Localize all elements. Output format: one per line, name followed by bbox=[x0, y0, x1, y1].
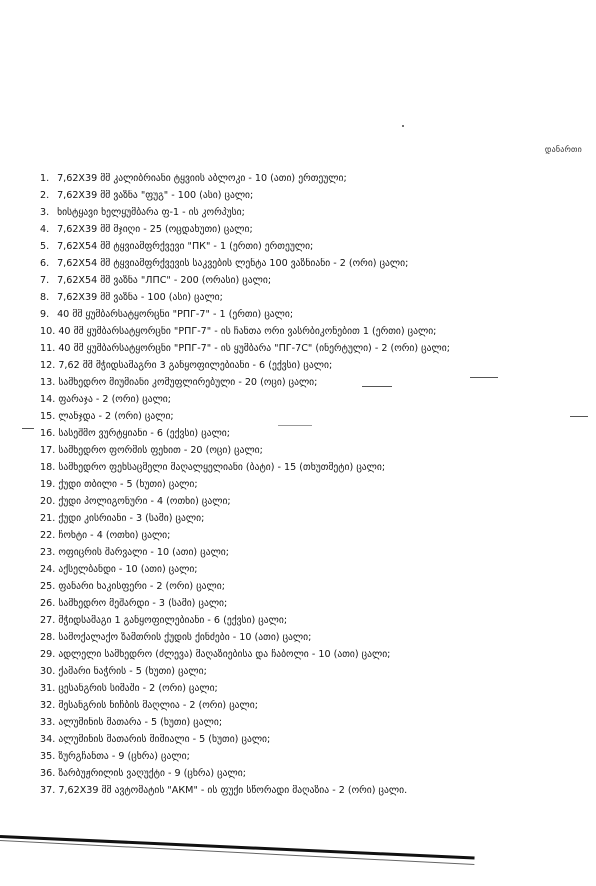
item-number: 19. bbox=[40, 479, 56, 490]
item-number: 23. bbox=[40, 547, 56, 558]
item-text: სამხედრო ფორმის ფეხით - 20 (ოცი) ცალი; bbox=[58, 445, 263, 456]
list-item bbox=[40, 255, 580, 272]
list-item bbox=[40, 340, 580, 357]
item-text: ლანჯდა - 2 (ორი) ცალი; bbox=[58, 411, 174, 422]
item-text: აქსელბანდი - 10 (ათი) ცალი; bbox=[58, 564, 198, 575]
list-item bbox=[40, 493, 580, 510]
list-item bbox=[40, 544, 580, 561]
list-item bbox=[40, 646, 580, 663]
item-text: 7,62X39 მმ მჯიღი - 25 (ოცდახუთი) ცალი; bbox=[57, 224, 253, 235]
list-item bbox=[40, 170, 580, 187]
item-number: 36. bbox=[40, 768, 56, 779]
list-item bbox=[40, 714, 580, 731]
item-text: 40 მმ ყუმბარსატყორცნი "РПГ-7" - 1 (ერთი) ცალი; bbox=[57, 309, 294, 320]
list-item bbox=[40, 697, 580, 714]
list-item bbox=[40, 476, 580, 493]
scan-edge-line bbox=[0, 835, 475, 860]
list-item bbox=[40, 442, 580, 459]
item-text: მჭიდსამაგი 1 განყოფილებიანი - 6 (ექვსი) ცალი; bbox=[58, 615, 288, 626]
item-number: 27. bbox=[40, 615, 56, 626]
scan-speck bbox=[402, 125, 404, 127]
item-text: ადლელი სამხედრო (ძლევა) მაღაზიებისა და ჩაბოლი - 10 (ათი) ცალი; bbox=[58, 649, 391, 660]
item-text: ფანარი ხაკისფერი - 2 (ორი) ცალი; bbox=[58, 581, 225, 592]
item-text: ქუდი პოლიგონური - 4 (ოთხი) ცალი; bbox=[58, 496, 231, 507]
list-item bbox=[40, 204, 580, 221]
item-text: ოფიცრის შარვალი - 10 (ათი) ცალი; bbox=[58, 547, 229, 558]
scan-dash bbox=[470, 377, 498, 378]
inventory-list bbox=[40, 170, 580, 799]
item-text: სამხედრო მიუმიანი კომუფლირებული - 20 (ოცი) ცალი; bbox=[58, 377, 318, 388]
list-item bbox=[40, 238, 580, 255]
list-item bbox=[40, 561, 580, 578]
item-number: 10. bbox=[40, 326, 56, 337]
item-number: 7. bbox=[40, 275, 50, 286]
item-text: სასეშმო ვურტყიანი - 6 (ექვსი) ცალი; bbox=[58, 428, 230, 439]
list-item bbox=[40, 731, 580, 748]
list-item bbox=[40, 357, 580, 374]
item-text: 7,62X54 მმ ვაზნა "ЛПС" - 200 (ორასი) ცალი; bbox=[57, 275, 272, 286]
item-number: 4. bbox=[40, 224, 50, 235]
list-item bbox=[40, 272, 580, 289]
item-number: 2. bbox=[40, 190, 50, 201]
item-number: 34. bbox=[40, 734, 56, 745]
list-item bbox=[40, 408, 580, 425]
list-item bbox=[40, 782, 580, 799]
item-number: 9. bbox=[40, 309, 50, 320]
item-text: ქუდი კისრიანი - 3 (სამი) ცალი; bbox=[58, 513, 205, 524]
item-text: 7,62X39 მმ ვაზნა "ფუგ" - 100 (ასი) ცალი; bbox=[57, 190, 254, 201]
item-text: ხისტყავი ხელყუმბარა ფ-1 - ის კორპუსი; bbox=[57, 207, 245, 218]
item-text: 7,62X54 მმ ტყვიამფრქვევის საკვების ლენტა 100 ვაზნიანი - 2 (ორი) ცალი; bbox=[57, 258, 409, 269]
list-item bbox=[40, 578, 580, 595]
item-number: 6. bbox=[40, 258, 50, 269]
list-item bbox=[40, 595, 580, 612]
item-text: ზურგჩანთა - 9 (ცხრა) ცალი; bbox=[58, 751, 190, 762]
item-number: 18. bbox=[40, 462, 56, 473]
list-item bbox=[40, 323, 580, 340]
item-number: 3. bbox=[40, 207, 50, 218]
item-text: ფარაჯა - 2 (ორი) ცალი; bbox=[58, 394, 172, 405]
item-text: ზარბუჟრილის ვაღუქტი - 9 (ცხრა) ცალი; bbox=[58, 768, 246, 779]
list-item bbox=[40, 527, 580, 544]
item-text: მესანგრის ნიჩბის მაღლია - 2 (ორი) ცალი; bbox=[58, 700, 258, 711]
list-item bbox=[40, 629, 580, 646]
list-item bbox=[40, 187, 580, 204]
item-number: 28. bbox=[40, 632, 56, 643]
item-number: 30. bbox=[40, 666, 56, 677]
item-number: 11. bbox=[40, 343, 56, 354]
list-item bbox=[40, 391, 580, 408]
item-number: 5. bbox=[40, 241, 50, 252]
item-number: 25. bbox=[40, 581, 56, 592]
item-number: 20. bbox=[40, 496, 56, 507]
item-number: 22. bbox=[40, 530, 56, 541]
item-text: სამოქალაქო ზამთრის ქუდის ქინძები - 10 (ათი) ცალი; bbox=[58, 632, 312, 643]
item-text: 7,62X39 მმ ვაზნა - 100 (ასი) ცალი; bbox=[57, 292, 223, 303]
item-text: 7,62 მმ მჭიდსამაგრი 3 განყოფილებიანი - 6 (ექვსი) ცალი; bbox=[58, 360, 333, 371]
list-item bbox=[40, 765, 580, 782]
item-number: 14. bbox=[40, 394, 56, 405]
item-text: ცესანგრის სიმაში - 2 (ორი) ცალი; bbox=[58, 683, 218, 694]
item-number: 26. bbox=[40, 598, 56, 609]
item-number: 31. bbox=[40, 683, 56, 694]
list-item bbox=[40, 612, 580, 629]
list-item bbox=[40, 374, 580, 391]
item-text: 7,62X39 მმ ავტომატის "АКМ" - ის ფუქი სწორადი მაღაზია - 2 (ორი) ცალი. bbox=[58, 785, 408, 796]
item-text: ჩოხტი - 4 (ოთხი) ცალი; bbox=[58, 530, 171, 541]
scan-dash bbox=[362, 386, 392, 387]
item-text: 40 მმ ყუმბარსატყორცნი "РПГ-7" - ის ჩანთა ორი ვასრბიკონებით 1 (ერთი) ცალი; bbox=[58, 326, 437, 337]
item-number: 29. bbox=[40, 649, 56, 660]
item-text: სამხედრო მეშარდი - 3 (სამი) ცალი; bbox=[58, 598, 228, 609]
list-item bbox=[40, 680, 580, 697]
item-text: სამხედრო ფეხსაცმელი მაღალყელიანი (ბატი) - 15 (თხუთმეტი) ცალი; bbox=[58, 462, 386, 473]
appendix-label: დანართი bbox=[544, 145, 582, 154]
item-number: 17. bbox=[40, 445, 56, 456]
item-number: 1. bbox=[40, 173, 50, 184]
item-number: 13. bbox=[40, 377, 56, 388]
item-number: 24. bbox=[40, 564, 56, 575]
scan-dash bbox=[22, 428, 34, 429]
item-number: 12. bbox=[40, 360, 56, 371]
item-text: ქამარი ნაჭრის - 5 (ხუთი) ცალი; bbox=[58, 666, 207, 677]
item-text: 7,62X54 მმ ტყვიამფრქვევი "ПК" - 1 (ერთი) ერთეული; bbox=[57, 241, 314, 252]
item-text: ალუმინის მათარა - 5 (ხუთი) ცალი; bbox=[58, 717, 223, 728]
item-number: 16. bbox=[40, 428, 56, 439]
scan-dash bbox=[570, 416, 588, 417]
item-text: 7,62X39 მმ კალიბრიანი ტყვიის აბლოკი - 10 (ათი) ერთეული; bbox=[57, 173, 347, 184]
list-item bbox=[40, 748, 580, 765]
item-number: 21. bbox=[40, 513, 56, 524]
list-item bbox=[40, 510, 580, 527]
list-item bbox=[40, 289, 580, 306]
list-item bbox=[40, 663, 580, 680]
item-text: ალუმინის მათარის მიმიალი - 5 (ხუთი) ცალი; bbox=[58, 734, 271, 745]
list-item bbox=[40, 425, 580, 442]
item-number: 32. bbox=[40, 700, 56, 711]
item-number: 15. bbox=[40, 411, 56, 422]
item-text: ქუდი თბილი - 5 (ხუთი) ცალი; bbox=[58, 479, 198, 490]
item-number: 33. bbox=[40, 717, 56, 728]
list-item bbox=[40, 459, 580, 476]
list-item bbox=[40, 306, 580, 323]
list-item bbox=[40, 221, 580, 238]
item-number: 8. bbox=[40, 292, 50, 303]
item-number: 37. bbox=[40, 785, 56, 796]
scan-dash bbox=[278, 425, 312, 426]
item-number: 35. bbox=[40, 751, 56, 762]
item-text: 40 მმ ყუმბარსატყორცნი "РПГ-7" - ის ყუმბარა "ПГ-7С" (ინერტული) - 2 (ორი) ცალი; bbox=[58, 343, 450, 354]
